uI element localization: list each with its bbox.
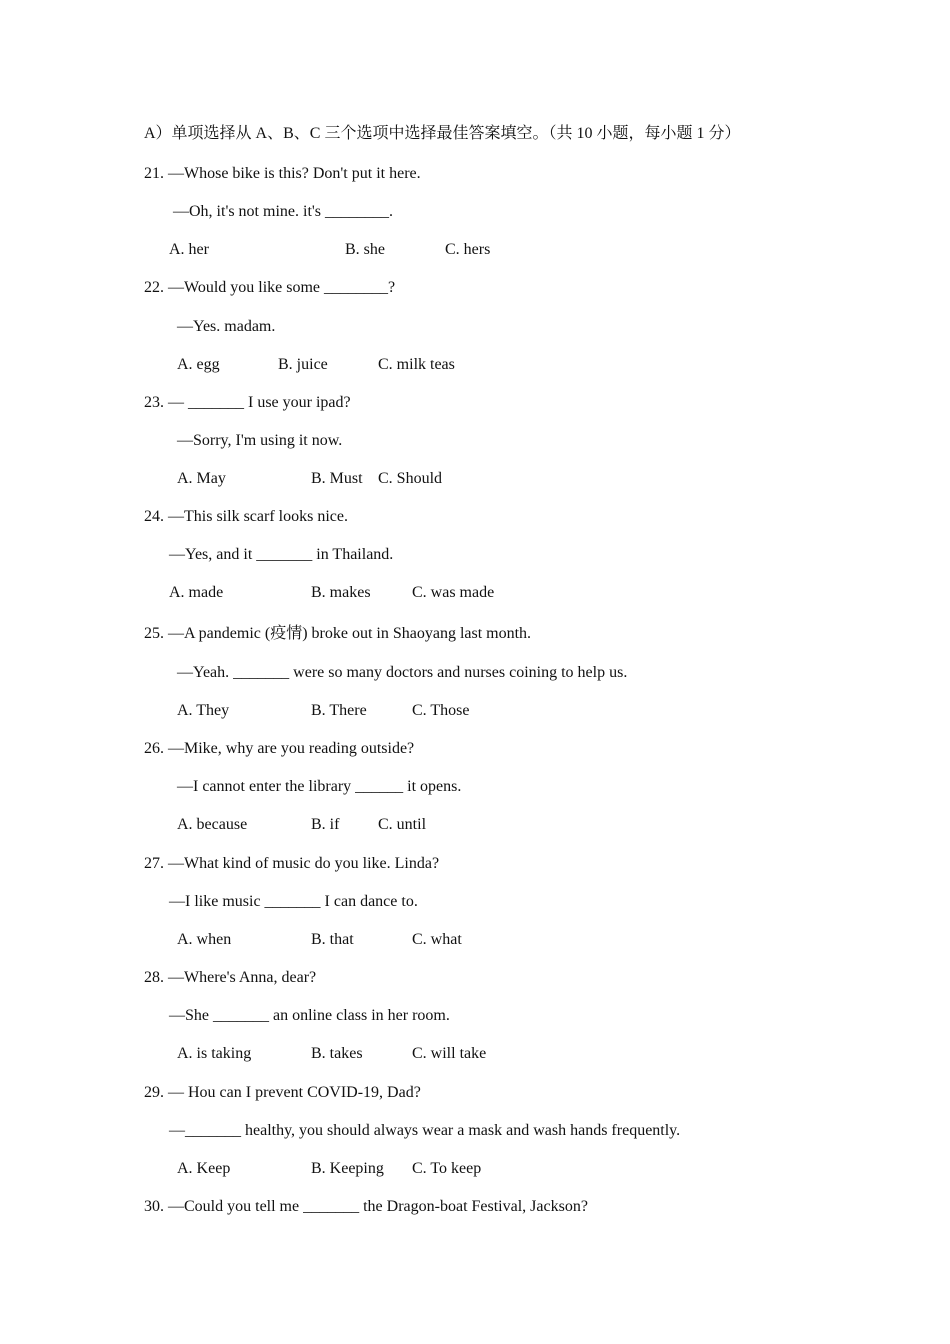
- question-21-prompt: 21. —Whose bike is this? Don't put it here.: [144, 165, 421, 182]
- question-24-prompt: 24. —This silk scarf looks nice.: [144, 508, 348, 525]
- question-22-option-a[interactable]: A. egg: [177, 356, 220, 373]
- question-23-option-c[interactable]: C. Should: [378, 470, 443, 487]
- question-24-option-a[interactable]: A. made: [169, 584, 224, 601]
- question-29-option-c[interactable]: C. To keep: [412, 1160, 482, 1177]
- question-29-reply: —_______ healthy, you should always wear a mask and wash hands frequently.: [169, 1122, 681, 1139]
- question-28-option-a[interactable]: A. is taking: [177, 1045, 252, 1062]
- question-27-option-b[interactable]: B. that: [311, 931, 354, 948]
- question-29-option-b[interactable]: B. Keeping: [311, 1160, 384, 1177]
- question-24-reply: —Yes, and it _______ in Thailand.: [169, 546, 394, 563]
- section-heading: A）单项选择从 A、B、C 三个选项中选择最佳答案填空。（共 10 小题，每小题 1 分）: [144, 125, 741, 142]
- question-25-reply: —Yeah. _______ were so many doctors and nurses coining to help us.: [177, 664, 628, 681]
- question-27-option-c[interactable]: C. what: [412, 931, 462, 948]
- question-25-option-a[interactable]: A. They: [177, 702, 230, 719]
- question-28-prompt: 28. —Where's Anna, dear?: [144, 969, 317, 986]
- question-22-option-c[interactable]: C. milk teas: [378, 356, 455, 373]
- question-21-option-c[interactable]: C. hers: [445, 241, 491, 258]
- question-28-option-c[interactable]: C. will take: [412, 1045, 487, 1062]
- question-26-reply: —I cannot enter the library ______ it opens.: [177, 778, 462, 795]
- question-26-option-a[interactable]: A. because: [177, 816, 248, 833]
- question-27-option-a[interactable]: A. when: [177, 931, 232, 948]
- question-29-option-a[interactable]: A. Keep: [177, 1160, 231, 1177]
- question-28-reply: —She _______ an online class in her room.: [169, 1007, 450, 1024]
- question-23-reply: —Sorry, I'm using it now.: [177, 432, 343, 449]
- question-30-prompt: 30. —Could you tell me _______ the Dragon-boat Festival, Jackson?: [144, 1198, 588, 1215]
- question-21-option-a[interactable]: A. her: [169, 241, 209, 258]
- question-25-prompt: 25. —A pandemic (疫情) broke out in Shaoyang last month.: [144, 625, 532, 642]
- question-28-option-b[interactable]: B. takes: [311, 1045, 363, 1062]
- question-22-option-b[interactable]: B. juice: [278, 356, 328, 373]
- question-22-reply: —Yes. madam.: [177, 318, 276, 335]
- question-22-prompt: 22. —Would you like some ________?: [144, 279, 396, 296]
- question-23-option-a[interactable]: A. May: [177, 470, 226, 487]
- question-23-option-b[interactable]: B. Must: [311, 470, 363, 487]
- question-26-option-b[interactable]: B. if: [311, 816, 340, 833]
- question-29-prompt: 29. — Hou can I prevent COVID-19, Dad?: [144, 1084, 421, 1101]
- question-23-prompt: 23. — _______ I use your ipad?: [144, 394, 351, 411]
- question-27-prompt: 27. —What kind of music do you like. Linda?: [144, 855, 440, 872]
- question-24-option-b[interactable]: B. makes: [311, 584, 371, 601]
- question-21-option-b[interactable]: B. she: [345, 241, 385, 258]
- question-27-reply: —I like music _______ I can dance to.: [169, 893, 418, 910]
- question-21-reply: —Oh, it's not mine. it's ________.: [173, 203, 393, 220]
- question-26-prompt: 26. —Mike, why are you reading outside?: [144, 740, 415, 757]
- question-25-option-b[interactable]: B. There: [311, 702, 367, 719]
- question-25-option-c[interactable]: C. Those: [412, 702, 470, 719]
- question-24-option-c[interactable]: C. was made: [412, 584, 495, 601]
- question-26-option-c[interactable]: C. until: [378, 816, 427, 833]
